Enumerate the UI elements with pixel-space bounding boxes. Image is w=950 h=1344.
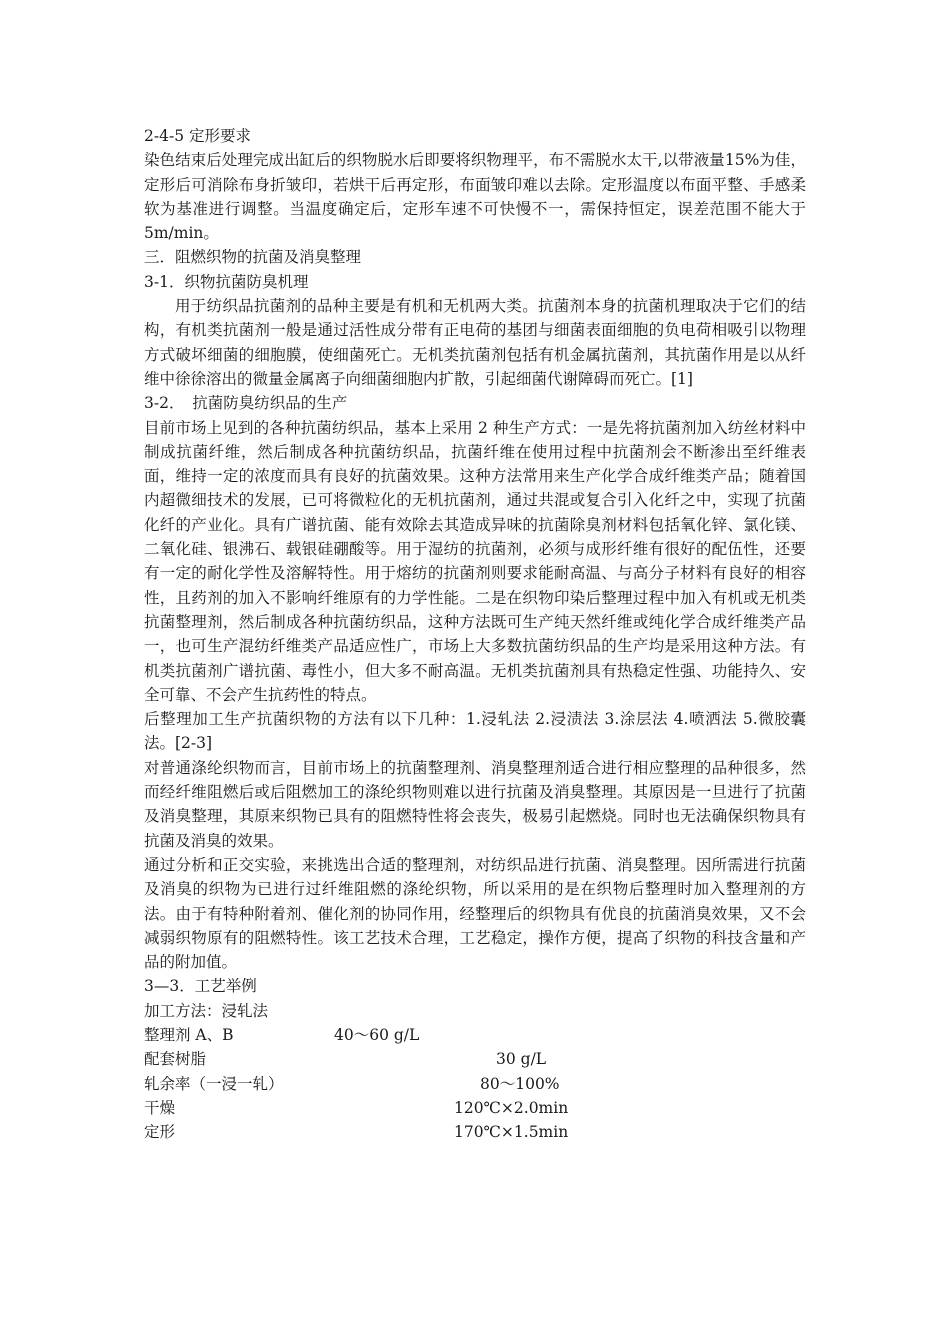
paragraph-solution: 通过分析和正交实验，来挑选出合适的整理剂，对纺织品进行抗菌、消臭整理。因所需进行抗菌及消臭的织物为已进行过纤维阻燃的涤纶织物，所以采用的是在织物后整理时加入整理剂的方法。由于有特种附着剂、催化剂的协同作用，经整理后的织物具有优良的抗菌消臭效果，又不会减弱织物原有的阻燃特性。该工艺技术合理，工艺稳定，操作方便，提高了织物的科技含量和产品的附加值。 [144, 855, 806, 972]
section-heading-2-4-5: 2-4-5 定形要求 [144, 127, 251, 145]
recipe-item-name: 干燥 [144, 1098, 176, 1117]
section-heading-3-3: 3—3．工艺举例 [144, 977, 257, 996]
recipe-row [144, 1047, 806, 1071]
section-heading-3-1: 3-1．织物抗菌防臭机理 [144, 272, 309, 291]
recipe-item-value: 80～100% [480, 1074, 560, 1093]
document-page [144, 124, 806, 1144]
section-heading-3: 三．阻燃织物的抗菌及消臭整理 [144, 248, 362, 267]
recipe-item-name: 配套树脂 [144, 1050, 207, 1069]
recipe-item-name: 定形 [144, 1123, 176, 1142]
paragraph-production-methods: 目前市场上见到的各种抗菌纺织品，基本上采用 2 种生产方式：一是先将抗菌剂加入纺丝材料中制成抗菌纤维，然后制成各种抗菌纺织品，抗菌纤维在使用过程中抗菌剂会不断渗出至纤维表面，维持一定的浓度而具有良好的抗菌效果。这种方法常用来生产化学合成纤维类产品；随着国内超微细技术的发展，已可将微粒化的无机抗菌剂，通过共混或复合引入化纤之中，实现了抗菌化纤的产业化。具有广谱抗菌、能有效除去其造成异味的抗菌除臭剂材料包括氧化锌、氯化镁、二氧化硅、银沸石、载银硅硼酸等。用于湿纺的抗菌剂，必须与成形纤维有很好的配伍性，还要有一定的耐化学性及溶解特性。用于熔纺的抗菌剂则要求能耐高温、与高分子材料有良好的相容性，且药剂的加入不影响纤维原有的力学性能。二是在织物印染后整理过程中加入有机或无机类抗菌整理剂，然后制成各种抗菌纺织品，这种方法既可生产纯天然纤维或纯化学合成纤维类产品一，也可生产混纺纤维类产品适应性广，市场上大多数抗菌纺织品的生产均是采用这种方法。有机类抗菌剂广谱抗菌、毒性小，但大多不耐高温。无机类抗菌剂具有热稳定性强、功能持久、安全可靠、不会产生抗药性的特点。 [144, 418, 806, 704]
recipe-row [144, 1072, 806, 1096]
recipe-item-value: 40～60 g/L [334, 1025, 420, 1044]
recipe-row [144, 1120, 806, 1144]
recipe-item-name: 整理剂 A、B [144, 1025, 234, 1044]
recipe-item-value: 30 g/L [496, 1050, 547, 1069]
paragraph-antibacterial-mechanism: 用于纺织品抗菌剂的品种主要是有机和无机两大类。抗菌剂本身的抗菌机理取决于它们的结构，有机类抗菌剂一般是通过活性成分带有正电荷的基团与细菌表面细胞的负电荷相吸引以物理方式破坏细菌的细胞膜，使细菌死亡。无机类抗菌剂包括有机金属抗菌剂，其抗菌作用是以从纤维中徐徐溶出的微量金属离子向细菌细胞内扩散，引起细菌代谢障碍而死亡。[1] [144, 297, 806, 388]
section-heading-3-2: 3-2． 抗菌防臭纺织品的生产 [144, 394, 348, 413]
recipe-item-value: 120℃×2.0min [454, 1098, 569, 1117]
paragraph-setting-requirements: 染色结束后处理完成出缸后的织物脱水后即要将织物理平，布不需脱水太干,以带液量15%为佳，定形后可消除布身折皱印，若烘干后再定形，布面皱印难以去除。定形温度以布面平整、手感柔软为基准进行调整。当温度确定后，定形车速不可快慢不一，需保持恒定，误差范围不能大于 5m/min。 [144, 151, 806, 243]
processing-method: 加工方法：浸轧法 [144, 1001, 269, 1020]
recipe-item-value: 170℃×1.5min [454, 1123, 569, 1142]
recipe-row [144, 1096, 806, 1120]
recipe-row [144, 1023, 806, 1047]
recipe-item-name: 轧余率（一浸一轧） [144, 1074, 284, 1093]
paragraph-finishing-methods: 后整理加工生产抗菌织物的方法有以下几种：1.浸轧法 2.浸渍法 3.涂层法 4.喷洒法 5.微胶囊法。[2-3] [144, 710, 806, 753]
paragraph-polyester-problem: 对普通涤纶织物而言，目前市场上的抗菌整理剂、消臭整理剂适合进行相应整理的品种很多，然而经纤维阻燃后或后阻燃加工的涤纶织物则难以进行抗菌及消臭整理。其原因是一旦进行了抗菌及消臭整理，其原来织物已具有的阻燃特性将会丧失，极易引起燃烧。同时也无法确保织物具有抗菌及消臭的效果。 [144, 758, 806, 850]
